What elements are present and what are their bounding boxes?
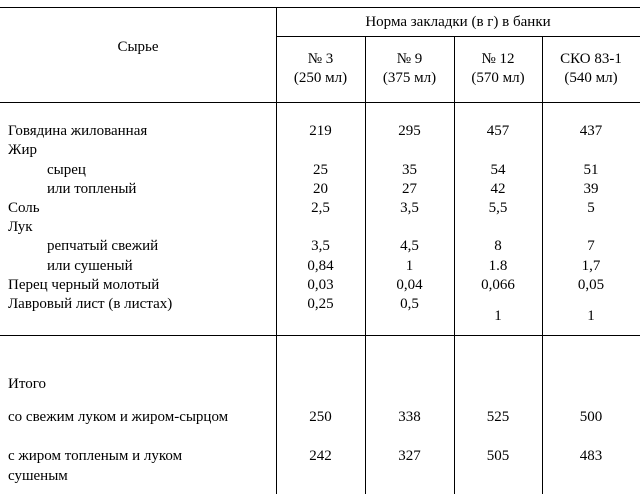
cell-value: 3,5 — [400, 200, 419, 216]
table-top-border — [0, 7, 640, 8]
cell-value: 7 — [587, 238, 595, 254]
row-group-label: Лук — [8, 219, 33, 235]
cell-value: 0,05 — [577, 277, 605, 293]
row-sublabel: или сушеный — [47, 258, 133, 274]
cell-value: 219 — [309, 123, 332, 139]
total-value: 505 — [486, 448, 510, 464]
cell-value: 1 — [405, 258, 414, 274]
cell-value: 2,5 — [311, 200, 330, 216]
total-value: 500 — [579, 409, 603, 425]
col-header-volume: (250 мл) — [293, 70, 348, 86]
col-header-name: СКО 83-1 — [560, 51, 622, 67]
cell-value: 0,04 — [396, 277, 423, 293]
header-subrule — [276, 36, 640, 37]
row-label: Соль — [8, 200, 40, 216]
row-label: Лавровый лист (в листах) — [8, 296, 173, 312]
col-header-volume: (375 мл) — [382, 70, 437, 86]
totals-label: Итого — [8, 376, 46, 392]
cell-value: 25 — [313, 162, 328, 178]
cell-value: 42 — [490, 181, 506, 197]
cell-value: 457 — [486, 123, 510, 139]
header-raw-label: Сырье — [117, 39, 159, 55]
row-sublabel: или топленый — [47, 181, 137, 197]
cell-value: 3,5 — [311, 238, 330, 254]
total-row-label: с жиром топленым и луком — [8, 448, 183, 464]
header-norm-label: Норма закладки (в г) в банки — [365, 14, 551, 30]
cell-value: 8 — [494, 238, 502, 254]
cell-value: 39 — [583, 181, 599, 197]
header-bottom-border — [0, 102, 640, 103]
total-value: 483 — [579, 448, 603, 464]
col-header-volume: (570 мл) — [471, 70, 525, 86]
cell-value: 0,03 — [307, 277, 334, 293]
cell-value: 437 — [579, 123, 603, 139]
cell-value: 51 — [583, 162, 599, 178]
row-label: Перец черный молотый — [8, 277, 160, 293]
cell-value: 0,066 — [481, 277, 515, 293]
col-header-name: № 9 — [396, 51, 423, 67]
cell-value: 0,5 — [400, 296, 419, 312]
total-value: 242 — [309, 448, 332, 464]
total-value: 338 — [398, 409, 421, 425]
cell-value: 27 — [402, 181, 417, 197]
cell-value: 5,5 — [488, 200, 508, 216]
cell-value: 295 — [398, 123, 421, 139]
col-header-name: № 3 — [307, 51, 334, 67]
row-group-label: Жир — [8, 142, 37, 158]
cell-value: 1.8 — [488, 258, 508, 274]
cell-value: 1,7 — [581, 258, 601, 274]
totals-divider — [0, 335, 640, 336]
cell-value: 5 — [587, 200, 595, 216]
cell-value: 1 — [587, 308, 595, 324]
row-sublabel: сырец — [47, 162, 86, 178]
cell-value: 54 — [490, 162, 506, 178]
col-header-name: № 12 — [481, 51, 515, 67]
cell-value: 4,5 — [400, 238, 419, 254]
cell-value: 0,84 — [307, 258, 334, 274]
cell-value: 0,25 — [307, 296, 334, 312]
cell-value: 1 — [494, 308, 502, 324]
cell-value: 35 — [402, 162, 417, 178]
row-sublabel: репчатый свежий — [47, 238, 159, 254]
total-value: 250 — [309, 409, 332, 425]
row-label: Говядина жилованная — [8, 123, 148, 139]
total-row-label-continued: сушеным — [8, 468, 68, 484]
total-row-label: со свежим луком и жиром-сырцом — [8, 409, 229, 425]
cell-value: 20 — [313, 181, 328, 197]
col-header-volume: (540 мл) — [564, 70, 618, 86]
total-value: 327 — [398, 448, 421, 464]
total-value: 525 — [486, 409, 510, 425]
